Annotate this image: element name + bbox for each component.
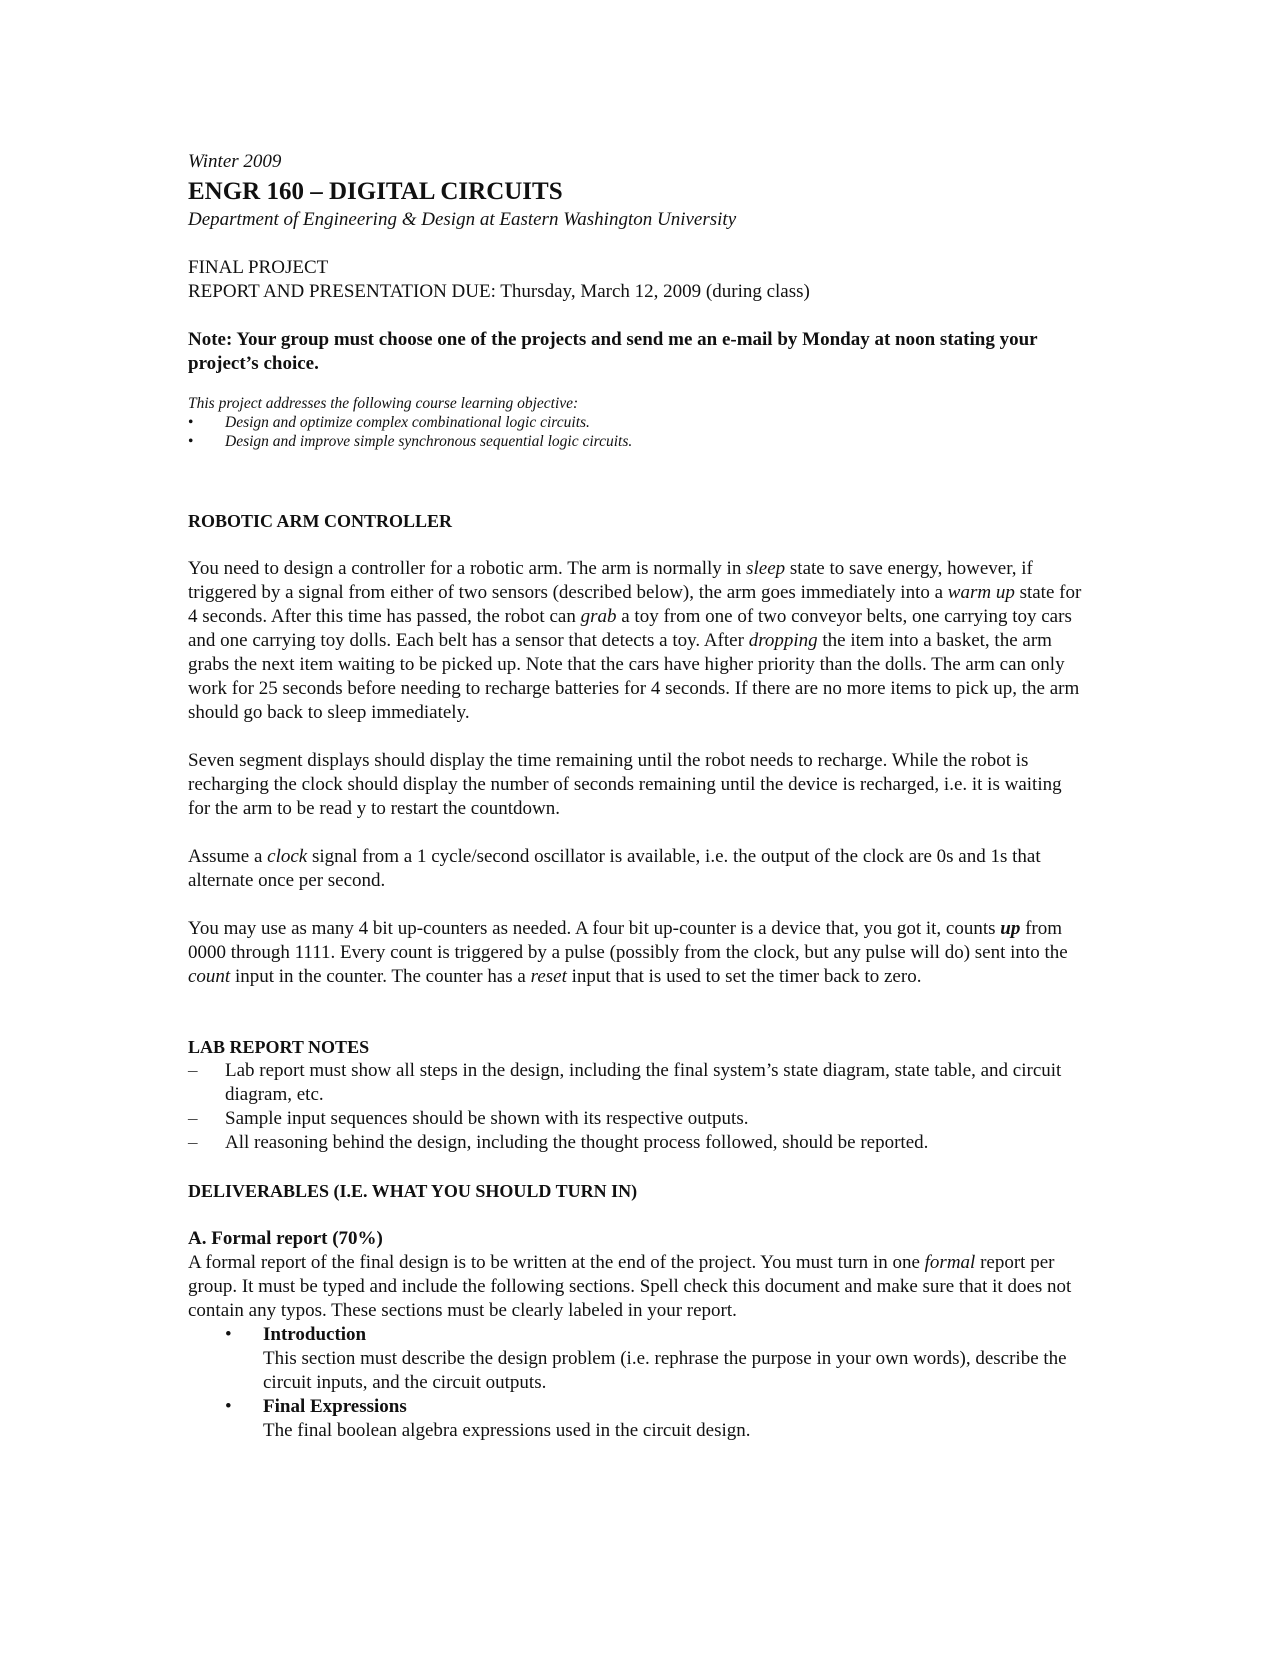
- objectives: [188, 394, 1088, 451]
- list-item: – All reasoning behind the design, including the thought process followed, should be reported.: [188, 1132, 929, 1153]
- formal-report-text: A formal report of the final design is to be written at the end of the project. You must turn in one formal report per group. It must be typed and include the following sections. Spell check this document and make sure that it does not contain any typos. These sections must be clearly labeled in your report.: [188, 1252, 1072, 1321]
- robotic-paragraph-3: Assume a clock signal from a 1 cycle/second oscillator is available, i.e. the output of the clock are 0s and 1s that alternate once per second.: [188, 846, 1041, 891]
- due-value: Thursday, March 12, 2009 (during class): [500, 281, 810, 302]
- department-line: Department of Engineering & Design at Eastern Washington University: [188, 209, 737, 230]
- list-item: – Lab report must show all steps in the design, including the final system’s state diagram, state table, and circuit diagram, etc.: [188, 1060, 1062, 1105]
- section-title: Introduction: [263, 1324, 367, 1345]
- deliverables-heading: DELIVERABLES (I.E. WHAT YOU SHOULD TURN IN): [188, 1181, 638, 1201]
- robotic-paragraph-1: You need to design a controller for a robotic arm. The arm is normally in sleep state to save energy, however, if triggered by a signal from either of two sensors (described below), the arm goes immediately into a warm up state for 4 seconds. After this time has passed, the robot can grab a toy from one of two conveyor belts, one carrying toy cars and one carrying toy dolls. Each belt has a sensor that detects a toy. After dropping the item into a basket, the arm grabs the next item waiting to be picked up. Note that the cars have higher priority than the dolls. The arm can only work for 25 seconds before needing to recharge batteries for 4 seconds. If there are no more items to pick up, the arm should go back to sleep immediately.: [188, 558, 1082, 723]
- lab-notes-list: [188, 1059, 1088, 1155]
- course-title: ENGR 160 – DIGITAL CIRCUITS: [188, 178, 563, 205]
- term-label: Winter 2009: [188, 151, 282, 172]
- list-item: [188, 1323, 1088, 1395]
- section-title: Final Expressions: [263, 1396, 407, 1417]
- report-sections-list: [188, 1323, 1088, 1443]
- list-item: [188, 1395, 1088, 1443]
- formal-report-title: A. Formal report (70%): [188, 1228, 383, 1249]
- choice-note: Note: Your group must choose one of the projects and send me an e-mail by Monday at noon stating your project’s choice.: [188, 329, 1038, 374]
- bullet-icon: •: [188, 414, 194, 431]
- bullet-icon: •: [225, 1396, 232, 1417]
- objectives-intro: This project addresses the following course learning objective:: [188, 395, 579, 412]
- list-item: [188, 432, 1088, 451]
- due-label: REPORT AND PRESENTATION DUE:: [188, 281, 496, 302]
- robotic-heading: ROBOTIC ARM CONTROLLER: [188, 511, 453, 531]
- list-item: [188, 413, 1088, 432]
- robotic-paragraph-4: You may use as many 4 bit up-counters as needed. A four bit up-counter is a device that, you got it, counts up from 0000 through 1111. Every count is triggered by a pulse (possibly from the clock, but any pulse will do) sent into the count input in the counter. The counter has a reset input that is used to set the timer back to zero.: [188, 918, 1068, 987]
- lab-notes-heading: LAB REPORT NOTES: [188, 1037, 370, 1057]
- objective-text: Design and improve simple synchronous sequential logic circuits.: [225, 433, 633, 450]
- objective-text: Design and optimize complex combinational logic circuits.: [225, 414, 590, 431]
- document-page: [188, 150, 1088, 1443]
- due-line: [188, 280, 1088, 304]
- assignment-name: FINAL PROJECT: [188, 257, 329, 278]
- bullet-icon: •: [225, 1324, 232, 1345]
- section-text: The final boolean algebra expressions used in the circuit design.: [263, 1420, 751, 1441]
- list-item: – Sample input sequences should be shown with its respective outputs.: [188, 1108, 749, 1129]
- section-text: This section must describe the design problem (i.e. rephrase the purpose in your own words), describe the circuit inputs, and the circuit outputs.: [263, 1348, 1067, 1393]
- bullet-icon: •: [188, 433, 194, 450]
- robotic-paragraph-2: Seven segment displays should display the time remaining until the robot needs to recharge. While the robot is recharging the clock should display the number of seconds remaining until the device is recharged, i.e. it is waiting for the arm to be read y to restart the countdown.: [188, 750, 1062, 819]
